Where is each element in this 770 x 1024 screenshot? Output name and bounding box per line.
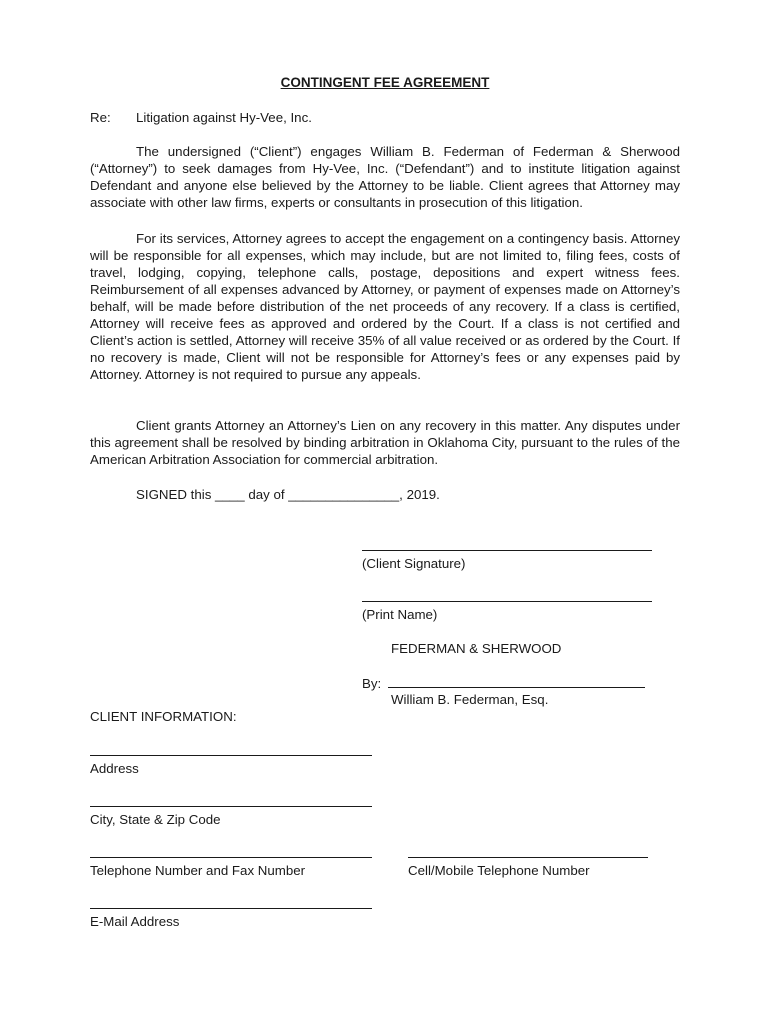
attorney-signature-line[interactable] — [388, 687, 645, 688]
re-subject: Litigation against Hy-Vee, Inc. — [136, 110, 312, 125]
paragraph-lien-text: Client grants Attorney an Attorney’s Lien on any recovery in this matter. Any disputes under this agreement shall be resolved by binding arbitration in Oklahoma City, pursuant to the rules of the American Arbitration Association for commercial arbitration. — [90, 418, 680, 467]
print-name-label: (Print Name) — [362, 607, 438, 622]
email-label: E-Mail Address — [90, 914, 180, 929]
paragraph-services-text: For its services, Attorney agrees to accept the engagement on a contingency basis. Attorney will be responsible for all expenses, which may include, but are not limited to, filing fees, costs of travel, lodging, copying, telephone calls, postage, depositions and expert witness fees. Reimbursement of all expenses advanced by Attorney, or payment of expenses made on Attorney’s behalf, will be made before distribution of the net proceeds of any recovery. If a class is certified, Attorney will receive fees as approved and ordered by the Court. If a class is not certified and Client’s action is settled, Attorney will receive 35% of all value received or as ordered by the Court. If no recovery is made, Client will not be responsible for Attorney’s fees or any expenses paid by Attorney. Attorney is not required to pursue any appeals. — [90, 231, 680, 382]
client-info-heading: CLIENT INFORMATION: — [90, 709, 237, 724]
paragraph-engagement — [90, 143, 680, 211]
client-signature-line[interactable] — [362, 550, 652, 551]
signed-date-line: SIGNED this ____ day of _______________, 2019. — [136, 487, 440, 502]
paragraph-services — [90, 230, 680, 383]
city-state-zip-line[interactable] — [90, 806, 372, 807]
document-title: CONTINGENT FEE AGREEMENT — [280, 75, 490, 90]
email-line[interactable] — [90, 908, 372, 909]
city-state-zip-label: City, State & Zip Code — [90, 812, 221, 827]
phone-fax-label: Telephone Number and Fax Number — [90, 863, 306, 878]
firm-name: FEDERMAN & SHERWOOD — [391, 641, 562, 656]
by-label: By: — [362, 676, 382, 691]
attorney-name: William B. Federman, Esq. — [391, 692, 549, 707]
paragraph-lien — [90, 417, 680, 468]
print-name-line[interactable] — [362, 601, 652, 602]
address-label: Address — [90, 761, 139, 776]
re-label: Re: — [90, 110, 111, 125]
paragraph-engagement-text: The undersigned (“Client”) engages William B. Federman of Federman & Sherwood (“Attorney”) to seek damages from Hy-Vee, Inc. (“Defendant”) and to institute litigation against Defendant and anyone else believed by the Attorney to be liable. Client agrees that Attorney may associate with other law firms, experts or consultants in prosecution of this litigation. — [90, 144, 680, 210]
cell-phone-label: Cell/Mobile Telephone Number — [408, 863, 590, 878]
phone-fax-line[interactable] — [90, 857, 372, 858]
address-line[interactable] — [90, 755, 372, 756]
cell-phone-line[interactable] — [408, 857, 648, 858]
client-signature-label: (Client Signature) — [362, 556, 466, 571]
